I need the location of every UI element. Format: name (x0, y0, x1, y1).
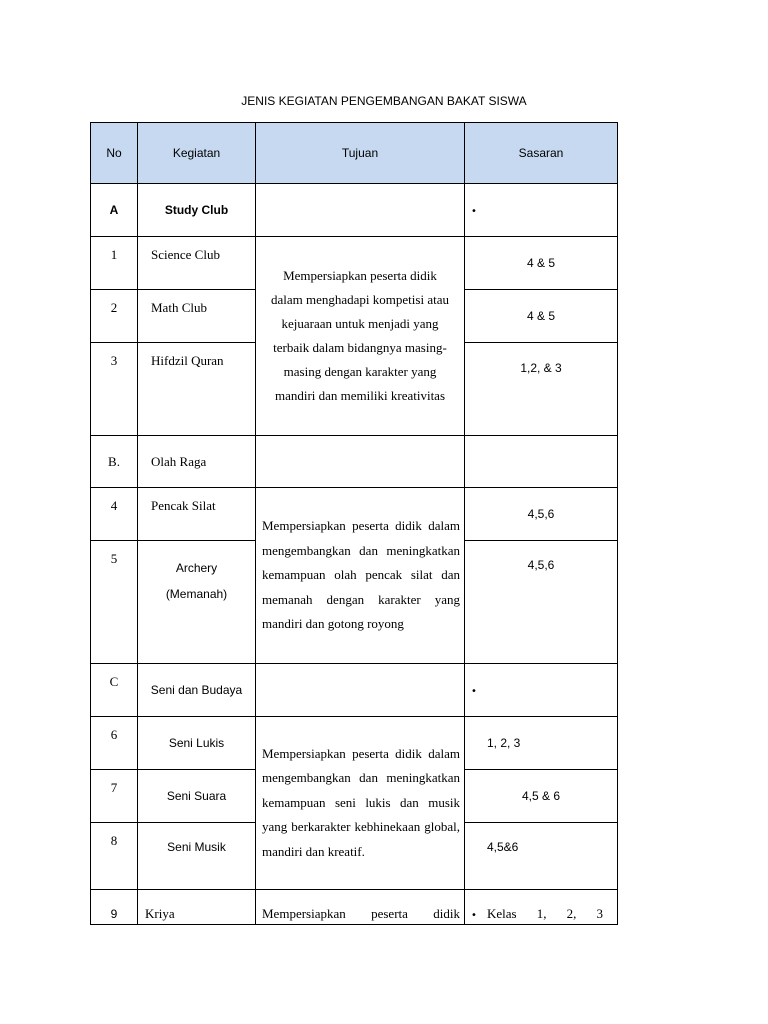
row-no: 3 (91, 343, 138, 436)
group-c-sasaran (465, 664, 618, 717)
row-sasaran-kriya (465, 890, 618, 925)
row-kegiatan: Kriya (138, 890, 256, 925)
row-no: 9 (91, 890, 138, 925)
row-kegiatan: Pencak Silat (138, 488, 256, 541)
group-c-tujuan (256, 664, 465, 717)
row-kegiatan: Hifdzil Quran (138, 343, 256, 436)
bullet-marker: • (471, 910, 477, 921)
group-a-tujuan (256, 184, 465, 237)
row-sasaran: 4 & 5 (465, 290, 618, 343)
bullet-marker: • (471, 206, 477, 217)
document-title: JENIS KEGIATAN PENGEMBANGAN BAKAT SISWA (241, 94, 527, 108)
tujuan-study-club: Mempersiapkan peserta didik dalam menghadapi kompetisi atau kejuaraan untuk menjadi yang terbaik dalam bidangnya masing-masing dengan karakter yang mandiri dan memiliki kreativitas (256, 237, 465, 436)
kegiatan-line: Archery (175, 561, 218, 575)
row-no: 6 (91, 717, 138, 770)
row-kegiatan: Seni Lukis (138, 717, 256, 770)
table-row (91, 717, 618, 770)
row-sasaran: 1, 2, 3 (465, 717, 618, 770)
group-b-tujuan (256, 436, 465, 488)
row-no: 5 (91, 541, 138, 664)
row-sasaran: 4,5&6 (465, 823, 618, 890)
row-tujuan: Mempersiapkan peserta didik (256, 890, 465, 925)
header-no: No (91, 123, 138, 184)
table-row (91, 488, 618, 541)
row-no: 2 (91, 290, 138, 343)
row-kegiatan: Seni Musik (138, 823, 256, 890)
row-sasaran: 4,5,6 (465, 488, 618, 541)
tujuan-seni-budaya: Mempersiapkan peserta didik dalam mengembangkan dan meningkatkan kemampuan seni lukis dan musik yang berkarakter kebhinekaan global, mandiri dan kreatif. (256, 717, 465, 890)
bullet-marker: • (471, 686, 477, 697)
table-row (91, 890, 618, 925)
header-tujuan: Tujuan (256, 123, 465, 184)
group-b-sasaran (465, 436, 618, 488)
row-kegiatan: Math Club (138, 290, 256, 343)
sasaran-text: Kelas 1, 2, 3 (487, 906, 603, 921)
table-row-group-c (91, 664, 618, 717)
group-b-no: B. (91, 436, 138, 488)
group-a-no: A (91, 184, 138, 237)
table-row (91, 237, 618, 290)
row-sasaran: 4 & 5 (465, 237, 618, 290)
sasaran-bullet-line (471, 906, 603, 922)
table-row-group-a (91, 184, 618, 237)
row-sasaran: 1,2, & 3 (465, 343, 618, 436)
row-kegiatan: Seni Suara (138, 770, 256, 823)
table-header-row (91, 123, 618, 184)
group-c-no: C (91, 664, 138, 717)
group-a-sasaran (465, 184, 618, 237)
row-no: 4 (91, 488, 138, 541)
row-no: 1 (91, 237, 138, 290)
row-kegiatan: Science Club (138, 237, 256, 290)
row-no: 7 (91, 770, 138, 823)
group-c-kegiatan: Seni dan Budaya (138, 664, 256, 717)
table-row-group-b (91, 436, 618, 488)
activity-table (90, 122, 618, 925)
row-sasaran: 4,5 & 6 (465, 770, 618, 823)
row-sasaran: 4,5,6 (465, 541, 618, 664)
header-sasaran: Sasaran (465, 123, 618, 184)
header-kegiatan: Kegiatan (138, 123, 256, 184)
row-no: 8 (91, 823, 138, 890)
kegiatan-line: (Memanah) (165, 587, 228, 601)
row-kegiatan-archery (138, 541, 256, 664)
group-b-kegiatan: Olah Raga (138, 436, 256, 488)
group-a-kegiatan: Study Club (138, 184, 256, 237)
tujuan-olah-raga: Mempersiapkan peserta didik dalam mengembangkan dan meningkatkan kemampuan olah pencak silat dan memanah dengan karakter yang mandiri dan gotong royong (256, 488, 465, 664)
